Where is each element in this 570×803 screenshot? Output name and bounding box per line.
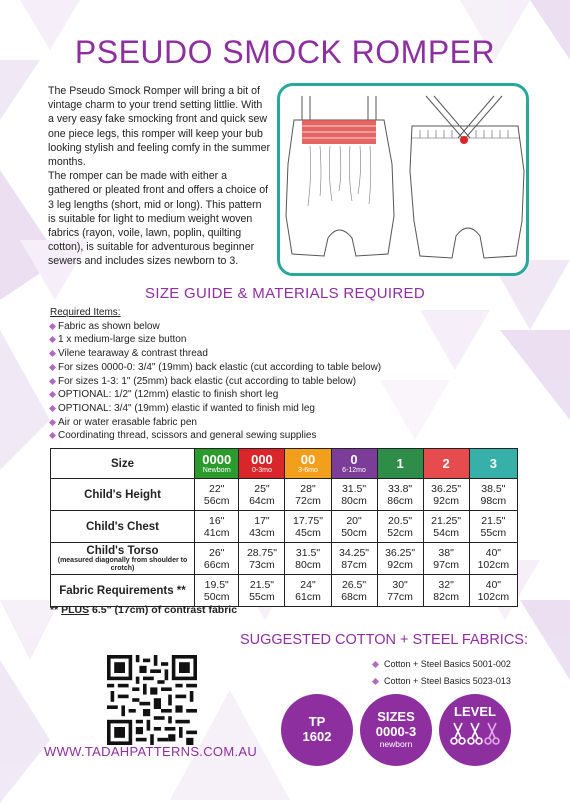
scissors-icon	[448, 719, 502, 747]
row-label-torso: Child's Torso (measured diagonally from shoulder to crotch)	[51, 543, 195, 575]
table-cell: 16" 41cm	[195, 511, 239, 543]
table-cell: 34.25" 87cm	[331, 543, 377, 575]
intro-paragraph-2: The romper can be made with either a gathered or pleated front and offers a choice of 3 leg lengths (short, mid or long). This pattern is suitable for light to medium weight woven fabrics (rayon, voile, lawn, poplin, quilting cotton), is suitable for adventurous beginner sewers and includes sizes newborn to 3.	[48, 170, 269, 268]
table-cell: 17.75" 45cm	[285, 511, 331, 543]
contrast-fabric-note: ** PLUS 6.5" (17cm) of contrast fabric	[50, 604, 238, 616]
section-title: SIZE GUIDE & MATERIALS REQUIRED	[145, 285, 425, 302]
size-0: 0 6-12mo	[331, 449, 377, 479]
size-1: 1	[377, 449, 423, 479]
required-heading: Required Items:	[50, 307, 121, 318]
size-table	[50, 448, 518, 607]
table-cell: 26.5" 68cm	[331, 575, 377, 607]
size-000: 000 0-3mo	[239, 449, 285, 479]
table-cell: 40" 102cm	[469, 543, 517, 575]
list-item: For sizes 0000-0: 3/4" (19mm) back elastic (cut according to table below)	[50, 361, 410, 375]
table-cell: 32" 82cm	[423, 575, 469, 607]
website-link[interactable]: WWW.TADAHPATTERNS.COM.AU	[44, 744, 258, 759]
row-label-height: Child's Height	[51, 479, 195, 511]
table-cell: 40" 102cm	[469, 575, 517, 607]
size-3: 3	[469, 449, 517, 479]
table-cell: 25" 64cm	[239, 479, 285, 511]
suggested-fabrics-title: SUGGESTED COTTON + STEEL FABRICS:	[239, 632, 528, 648]
torso-note: (measured diagonally from shoulder to crotch)	[57, 556, 188, 572]
list-item: 1 x medium-large size button	[50, 333, 410, 347]
table-cell: 21.25" 54cm	[423, 511, 469, 543]
list-item: Coordinating thread, scissors and general sewing supplies	[50, 429, 410, 443]
table-cell: 38.5" 98cm	[469, 479, 517, 511]
romper-front-back-drawing	[280, 86, 526, 273]
list-item: Cotton + Steel Basics 5001-002	[372, 656, 511, 673]
table-cell: 28" 72cm	[285, 479, 331, 511]
table-cell: 20.5" 52cm	[377, 511, 423, 543]
list-item: For sizes 1-3: 1" (25mm) back elastic (cut according to table below)	[50, 375, 410, 389]
table-cell: 22" 56cm	[195, 479, 239, 511]
sizes-badge: SIZES 0000-3 newborn	[360, 694, 432, 766]
size-header-label: Size	[51, 449, 195, 479]
required-list	[50, 320, 410, 443]
size-2: 2	[423, 449, 469, 479]
table-cell: 33.8" 86cm	[377, 479, 423, 511]
size-0000: 0000 Newborn	[195, 449, 239, 479]
table-cell: 24" 61cm	[285, 575, 331, 607]
size-header-row	[51, 449, 518, 479]
table-cell: 19.5" 50cm	[195, 575, 239, 607]
page-title: PSEUDO SMOCK ROMPER	[74, 34, 496, 70]
table-cell: 31.5" 80cm	[285, 543, 331, 575]
table-cell: 31.5" 80cm	[331, 479, 377, 511]
table-cell: 21.5" 55cm	[469, 511, 517, 543]
list-item: Air or water erasable fabric pen	[50, 416, 410, 430]
table-cell: 38" 97cm	[423, 543, 469, 575]
table-cell: 17" 43cm	[239, 511, 285, 543]
table-row	[51, 575, 518, 607]
table-cell: 36.25" 92cm	[423, 479, 469, 511]
intro-paragraph-1: The Pseudo Smock Romper will bring a bit of vintage charm to your trend setting littlie. With a very easy fake smocking front and quick sew one piece legs, this romper will keep your bub looking stylish and feeling comfy in the summer months.	[48, 85, 270, 169]
list-item: Cotton + Steel Basics 5023-013	[372, 673, 511, 690]
table-cell: 36.25" 92cm	[377, 543, 423, 575]
list-item: Vilene tearaway & contrast thread	[50, 347, 410, 361]
table-cell: 30" 77cm	[377, 575, 423, 607]
table-cell: 21.5" 55cm	[239, 575, 285, 607]
required-items	[50, 306, 410, 443]
intro-text	[48, 84, 270, 269]
list-item: OPTIONAL: 1/2" (12mm) elastic to finish short leg	[50, 388, 410, 402]
romper-illustration	[277, 83, 529, 276]
suggested-fabrics-list	[372, 656, 511, 690]
row-label-fabric: Fabric Requirements **	[51, 575, 195, 607]
list-item: Fabric as shown below	[50, 320, 410, 334]
list-item: OPTIONAL: 3/4" (19mm) elastic if wanted to finish mid leg	[50, 402, 410, 416]
table-row	[51, 511, 518, 543]
table-row	[51, 543, 518, 575]
table-cell: 20" 50cm	[331, 511, 377, 543]
button-icon	[460, 136, 468, 144]
table-row	[51, 479, 518, 511]
row-label-chest: Child's Chest	[51, 511, 195, 543]
table-cell: 26" 66cm	[195, 543, 239, 575]
qr-code-icon[interactable]	[107, 655, 197, 745]
pattern-number-badge: TP 1602	[281, 694, 353, 766]
table-cell: 28.75" 73cm	[239, 543, 285, 575]
level-badge: LEVEL	[439, 694, 511, 766]
size-00: 00 3-6mo	[285, 449, 331, 479]
